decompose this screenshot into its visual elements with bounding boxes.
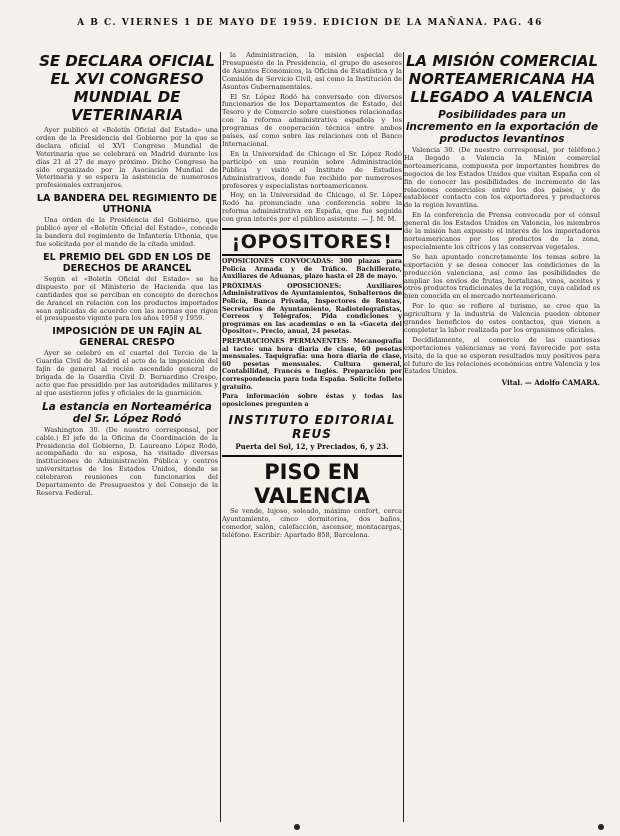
ad-opositores	[222, 228, 402, 451]
ad-piso-body: Se vende, lujoso, soleado, máximo confort, cerca Ayuntamiento, cinco dormitorios, dos baños, comedor, salón, calefacción, ascensor, montacargas, teléfono. Escribir: Apartado 858, Barcelona.	[222, 507, 402, 540]
ad-opositores-preparaciones: PREPARACIONES PERMANENTES: Mecanografía al tacto: una hora diaria de clase, 60 pesetas mensuales. Taquigrafía: una hora diaria de clase, 60 pesetas mensuales. Cultura general, Contabilidad, Francés e Inglés. Preparación por correspondencia para toda España. Solicite folleto gratuito.	[222, 337, 402, 391]
page-header	[0, 0, 620, 46]
column-right	[404, 52, 600, 822]
article-lopez-rodo-body: Washington 30. (De nuestro corresponsal, por cable.) El jefe de la Oficina de Coordinación de la Presidencia del Gobierno, D. Laureano López Rodó, acompañado de su esposa, ha visitado diversas instituciones de Administración Pública y centros universitarios de los Estados Unidos, donde se celebraron reuniones con funcionarios del Departamento de Presupuestos y del Consejo de la Reserva Federal.	[36, 425, 218, 497]
ad-opositores-title: ¡OPOSITORES!	[222, 228, 402, 256]
headline-arancel: EL PREMIO DEL GDD EN LOS DE DERECHOS DE ARANCEL	[43, 251, 211, 274]
article-mision-p3: Se han apuntado concretamente los temas sobre la exportación y se desea conocer las condiciones de la producción valenciana, así como las posibilidades de ampliar los envíos de frutas, hortalizas, vinos, aceites y otros productos tradicionales de la región, cuya calidad es bien conocida en el mercado norteamericano.	[404, 252, 600, 301]
headline-fajin: IMPOSICIÓN DE UN FAJÍN AL GENERAL CRESPO	[52, 326, 202, 349]
headline-bandera: LA BANDERA DEL REGIMIENTO DE UTHONIA	[36, 193, 218, 216]
column-divider-1	[220, 52, 221, 822]
headline-lopez-rodo: La estancia en Norteamérica del Sr. López Rodó	[42, 400, 212, 425]
header-line: A B C. VIERNES 1 DE MAYO DE 1959. EDICION DE LA MAÑANA. PAG. 46	[77, 18, 543, 28]
ad-opositores-convocadas: OPOSICIONES CONVOCADAS: 300 plazas para Policía Armada y de Tráfico. Bachillerato, Auxiliares de Aduanas, plazo hasta el 28 de mayo.	[222, 258, 402, 281]
article-continued-p4: Hoy, en la Universidad de Chicago, el Sr. López Rodó ha pronunciado una conferencia sobre la reforma administrativa en España, que fue seguida con gran interés por el público asistente. — J. M. M.	[222, 191, 402, 224]
headline-veterinaria: SE DECLARA OFICIAL EL XVI CONGRESO MUNDIAL DE VETERINARIA	[39, 52, 215, 124]
binding-hole-mark	[294, 824, 300, 830]
article-mision-p4: Por lo que se refiere al turismo, se cree que la agricultura y la industria de Valencia pueden obtener grandes beneficios de estos contactos, que vienen a completar la labor realizada por los organismos oficiales.	[404, 302, 600, 334]
column-middle	[222, 52, 402, 822]
article-veterinaria-body: Ayer publicó el «Boletín Oficial del Estado» una orden de la Presidencia del Gobierno por la que se declara oficial el XVI Congreso Mundial de Veterinaria que se celebrará en Madrid durante los días 21 al 27 de mayo próximo. Dicho Congreso ha sido organizado por la Asociación Mundial de Veterinaria y se espera la asistencia de numerosos profesionales extranjeros.	[36, 126, 218, 190]
column-left	[36, 52, 218, 822]
headline-mision-comercial: LA MISIÓN COMERCIAL NORTEAMERICANA HA LLEGADO A VALENCIA	[405, 52, 599, 106]
article-arancel-body: Según el «Boletín Oficial del Estado» se ha dispuesto por el Ministerio de Hacienda que las cantidades que se perciban en concepto de derechos de Arancel en relación con los productos importados sean aplicadas de acuerdo con las normas que rigen el presupuesto vigente para los años 1958 y 1959.	[36, 274, 218, 323]
article-fajin-body: Ayer se celebró en el cuartel del Tercio de la Guardia Civil de Madrid el acto de la imposición del fajín de general al recién ascendido general de brigada de la Guardia Civil D. Bernardino Crespo, acto que fue presidido por las autoridades militares y al que asistieron jefes y oficiales de la guarnición.	[36, 349, 218, 397]
article-mision-p2: En la conferencia de Prensa convocada por el cónsul general de los Estados Unidos en Valencia, los miembros de la misión han expuesto el interés de los importadores norteamericanos por los productos de la zona, especialmente los cítricos y las conservas vegetales.	[404, 211, 600, 251]
article-signature: Vital. — Adolfo CAMARA.	[501, 378, 600, 388]
binding-hole-mark-right	[598, 824, 604, 830]
ad-opositores-proximas: PRÓXIMAS OPOSICIONES: Auxiliares Administrativos de Ayuntamientos, Subalternos de Policía, Banca Privada, Inspectores de Rentas, Secretarios de Ayuntamiento, Radiotelegrafistas, Correos y Telégrafos. Pida condiciones y programas en las academias o en la «Gaceta del Opositor». Precio, anual, 24 pesetas.	[222, 282, 402, 336]
ad-institute-name: INSTITUTO EDITORIAL REUS	[228, 413, 396, 442]
article-continued-p2: El Sr. López Rodó ha conversado con diversos funcionarios de los Departamentos de Estado, del Tesoro y de Comercio sobre cuestiones relacionadas con la reforma administrativa española y los programas de cooperación técnica entre ambos países, así como sobre las relaciones con el Banco Internacional.	[222, 92, 402, 148]
article-continued-p3: En la Universidad de Chicago el Sr. López Rodó participó en una reunión sobre Administración Pública y visitó el Instituto de Estudios Administrativos, donde fue recibido por numerosos profesores y especialistas norteamericanos.	[222, 149, 402, 190]
ad-institute-address: Puerta del Sol, 12, y Preciados, 6, y 23.	[235, 442, 389, 452]
article-bandera-body: Una orden de la Presidencia del Gobierno, que publicó ayer el «Boletín Oficial del Estado», concede la bandera del regimiento de Infantería Uthonia, que fue solicitada por el mando de la citada unidad.	[36, 216, 218, 248]
article-mision-p5: Decididamente, el comercio de las cuantiosas exportaciones valencianas se verá favorecido por esta visita, de la que se esperan resultados muy positivos para el futuro de las relaciones económicas entre Valencia y los Estados Unidos.	[404, 335, 600, 376]
article-mision-p1: Valencia 30. (De nuestro corresponsal, por teléfono.) Ha llegado a Valencia la Misión comercial norteamericana, compuesta por importantes hombres de negocios de los Estados Unidos que visitan España con el fin de conocer las posibilidades de incremento de las relaciones comerciales entre los dos países, y de establecer contacto con los exportadores y productores de la región levantina.	[404, 146, 600, 210]
article-continued-p1: la Administración, la misión especial de Presupuesto de la Presidencia, el grupo de asesores de Asuntos Económicos, la Oficina de Estadística y la Comisión de Servicio Civil, así como la Institución de Asuntos Gubernamentales.	[222, 52, 402, 91]
subhead-mision-comercial: Posibilidades para un incremento en la exportación de productos levantinos	[405, 109, 599, 145]
ad-opositores-info: Para información sobre éstas y todas las oposiciones pregunten a	[222, 393, 402, 408]
ad-piso-title: PISO EN VALENCIA	[222, 455, 402, 508]
